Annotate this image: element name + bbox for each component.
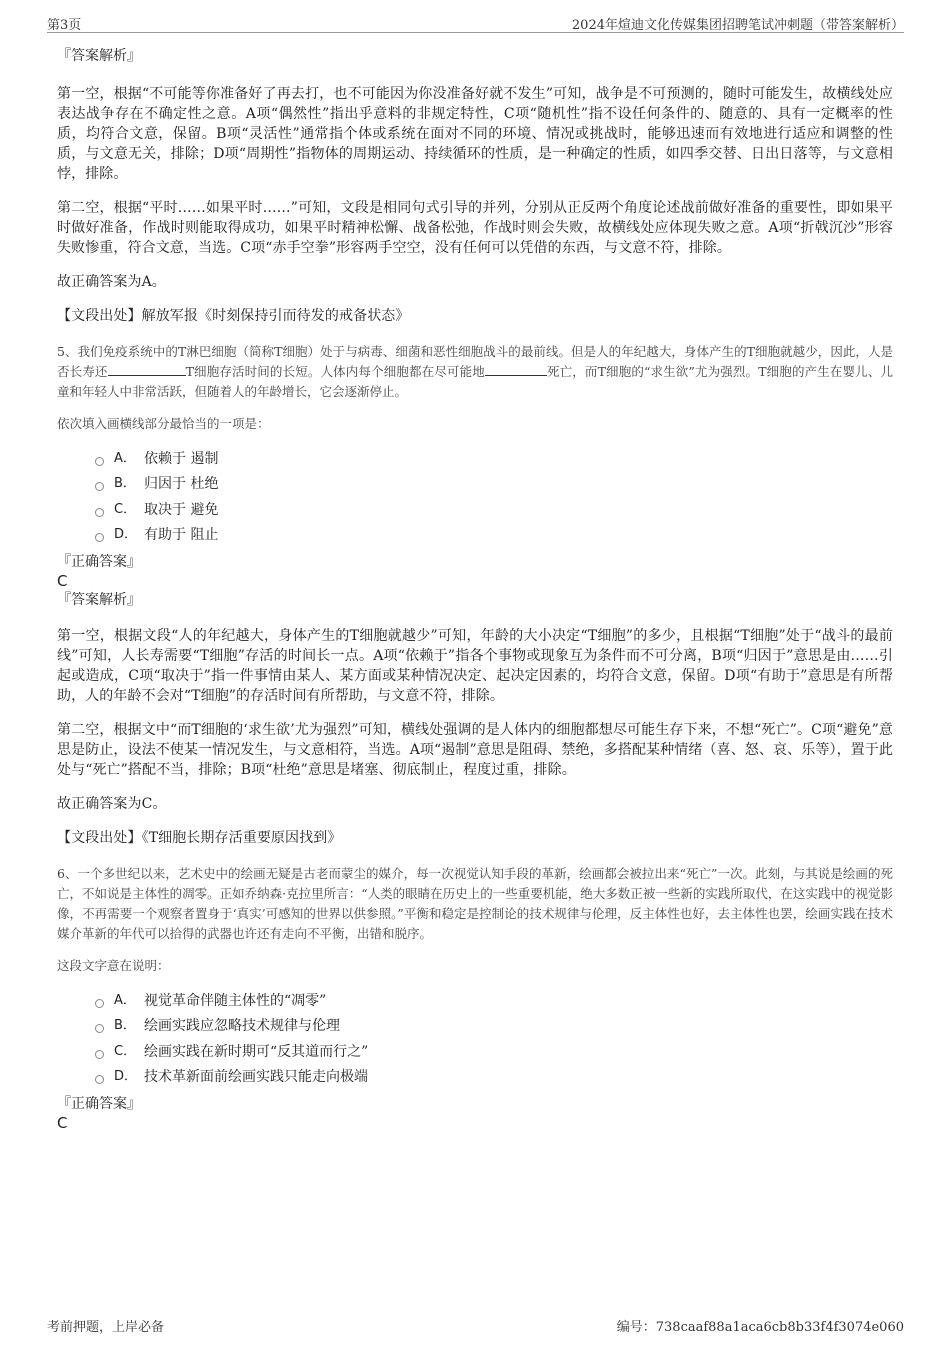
footer-code: 编号：738caaf88a1aca6cb8b33f4f3074e060 — [616, 1320, 904, 1335]
q5-answer: C — [57, 572, 68, 590]
q5-option-a[interactable]: A． 依赖于 遏制 — [95, 446, 893, 472]
q6-stem: 6、一个多世纪以来，艺术史中的绘画无疑是古老而蒙尘的媒介，每一次视觉认知手段的革新，绘画都会被拉出来“死亡”一次。此刻，与其说是绘画的死亡，不如说是主体性的凋零。正如乔纳森·克拉里所言：“人类的眼睛在历史上的一些重要机能，绝大多数正被一些新的实践所取代，在这实践中的视觉影像，不再需要一个观察者置身于‘真实’可感知的世界以供参照。”平衡和稳定是控制论的技术规律与伦理，反主体性也好，去主体性也罢，绘画实践在技术媒介革新的年代可以拾得的武器也许还有走向不平衡，出错和脱序。 — [57, 866, 893, 941]
q4-source: 【文段出处】解放军报《时刻保持引而待发的戒备状态》 — [57, 308, 410, 324]
radio-icon[interactable] — [95, 1024, 104, 1033]
q5-stem: 5、我们免疫系统中的T淋巴细胞（简称T细胞）处于与病毒、细菌和恶性细胞战斗的最前线。但是人的年纪越大，身体产生的T细胞就越少，因此，人是否长寿还 T细胞存活时间的长短。人体内每个细胞都在尽可能地 死亡，而T细胞的“求生欲”尤为强烈。T细胞的产生在婴儿、儿童和年轻人中非常活跃，但随着人的年龄增长，它会逐渐停止。 — [57, 344, 893, 399]
q5-conclusion: 故正确答案为C。 — [57, 796, 167, 812]
document-title: 2024年煊迪文化传媒集团招聘笔试冲刺题（带答案解析） — [571, 18, 904, 33]
q5-analysis-paragraph-1: 第一空，根据文段“人的年纪越大，身体产生的T细胞就越少”可知，年龄的大小决定“T细胞”的多少，且根据“T细胞”处于“战斗的最前线”可知，人长寿需要“T细胞”存活的时间长一点。A项“依赖于”指各个事物或现象互为条件而不可分离，B项“归因于”意思是由……引起或造成，C项“取决于”指一件事情由某人、某方面或某种情况决定、起决定因素的，均符合文意，保留。D项“有助于”意思是有所帮助，人的年龄不会对“T细胞”的存活时间有所帮助，与文意不符，排除。 — [57, 628, 893, 704]
q4-conclusion: 故正确答案为A。 — [57, 274, 166, 290]
q6-answer-label: 『正确答案』 — [57, 1096, 141, 1112]
page-number: 第3页 — [47, 18, 82, 33]
q6-option-c[interactable]: C． 绘画实践在新时期可“反其道而行之” — [95, 1039, 893, 1065]
q6-answer: C — [57, 1114, 68, 1132]
q6-options — [95, 988, 893, 1090]
q6-prompt: 这段文字意在说明： — [57, 958, 170, 973]
q5-blank-1 — [108, 363, 186, 376]
q6-option-b[interactable]: B． 绘画实践应忽略技术规律与伦理 — [95, 1014, 893, 1040]
q5-option-b[interactable]: B． 归因于 杜绝 — [95, 472, 893, 498]
footer-slogan: 考前押题，上岸必备 — [47, 1320, 165, 1335]
q5-prompt: 依次填入画横线部分最恰当的一项是： — [57, 416, 270, 431]
q5-options — [95, 446, 893, 548]
q6-option-d[interactable]: D． 技术革新面前绘画实践只能走向极端 — [95, 1065, 893, 1091]
q5-answer-label: 『正确答案』 — [57, 554, 141, 570]
q4-analysis-paragraph-2: 第二空，根据“平时……如果平时……”可知，文段是相同句式引导的并列，分别从正反两个角度论述战前做好准备的重要性，即如果平时做好准备，作战时则能取得成功，如果平时精神松懈、战备松弛，作战时则会失败，故横线处应体现失败之意。A项“折戟沉沙”形容失败惨重，符合文意，当选。C项“赤手空拳”形容两手空空，没有任何可以凭借的东西，与文意不符，排除。 — [57, 200, 893, 256]
page-content — [57, 46, 893, 1132]
q4-analysis-paragraph-1: 第一空，根据“不可能等你准备好了再去打，也不可能因为你没准备好就不发生”可知，战争是不可预测的，随时可能发生，故横线处应表达战争存在不确定性之意。A项“偶然性”指出乎意料的非规定特性，C项“随机性”指不设任何条件的、随意的、具有一定概率的性质，均符合文意，保留。B项“灵活性”通常指个体或系统在面对不同的环境、情况或挑战时，能够迅速而有效地进行适应和调整的性质，与文意无关，排除；D项“周期性”指物体的周期运动、持续循环的性质，是一种确定的性质，如四季交替、日出日落等，与文意相悖，排除。 — [57, 86, 893, 182]
q5-blank-2 — [485, 363, 547, 376]
q5-option-d[interactable]: D． 有助于 阻止 — [95, 523, 893, 549]
q5-source: 【文段出处】《T细胞长期存活重要原因找到》 — [57, 830, 342, 846]
q5-option-c[interactable]: C． 取决于 避免 — [95, 497, 893, 523]
radio-icon[interactable] — [95, 457, 104, 466]
q5-analysis-label: 『答案解析』 — [57, 592, 141, 608]
radio-icon[interactable] — [95, 533, 104, 542]
radio-icon[interactable] — [95, 1075, 104, 1084]
radio-icon[interactable] — [95, 508, 104, 517]
radio-icon[interactable] — [95, 999, 104, 1008]
header-divider — [47, 32, 904, 33]
q5-analysis-paragraph-2: 第二空，根据文中“而T细胞的‘求生欲’尤为强烈”可知，横线处强调的是人体内的细胞都想尽可能生存下来，不想“死亡”。C项“避免”意思是防止，设法不使某一情况发生，与文意相符，当选。A项“遏制”意思是阻碍、禁绝，多搭配某种情绪（喜、怒、哀、乐等），置于此处与“死亡”搭配不当，排除；B项“杜绝”意思是堵塞、彻底制止，程度过重，排除。 — [57, 722, 893, 778]
q6-option-a[interactable]: A． 视觉革命伴随主体性的“凋零” — [95, 988, 893, 1014]
q4-analysis-label: 『答案解析』 — [57, 48, 141, 64]
radio-icon[interactable] — [95, 482, 104, 491]
radio-icon[interactable] — [95, 1050, 104, 1059]
